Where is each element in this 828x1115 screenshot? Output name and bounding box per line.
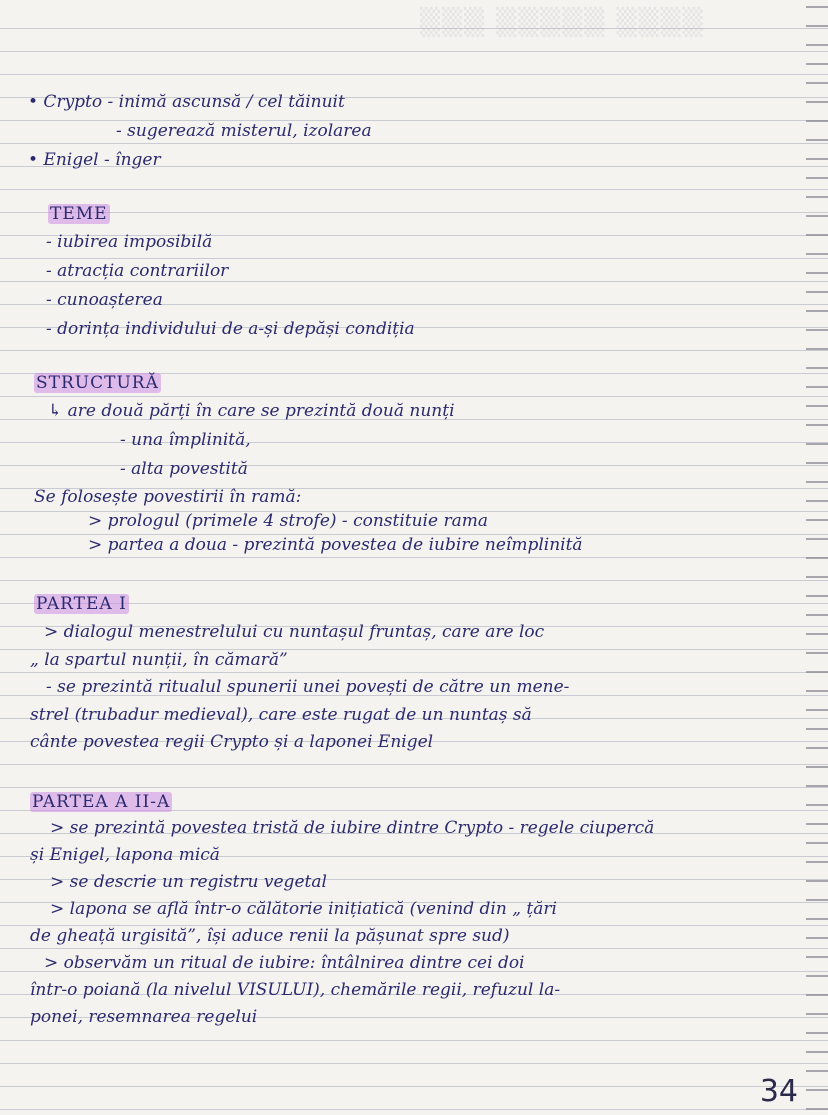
section-heading-partea-1: PARTEA I xyxy=(36,594,127,614)
note-line: „ la spartul nunții, în cămară” xyxy=(30,650,288,670)
note-line: într-o poiană (la nivelul VISULUI), chemările regii, refuzul la- xyxy=(30,980,561,1000)
note-line: - dorința individului de a-și depăși condiția xyxy=(46,319,415,339)
spiral-binding xyxy=(806,0,828,1115)
note-line: - una împlinită, xyxy=(120,430,251,450)
note-line: > prologul (primele 4 strofe) - constituie rama xyxy=(88,511,488,531)
note-line: • Enigel - înger xyxy=(28,150,161,170)
note-line: cânte povestea regii Crypto și a laponei Enigel xyxy=(30,732,434,752)
note-line: de gheață urgisită”, își aduce renii la pășunat spre sud) xyxy=(30,926,510,946)
note-line: strel (trubadur medieval), care este rugat de un nuntaș să xyxy=(30,705,532,725)
note-line: > se descrie un registru vegetal xyxy=(50,872,327,892)
section-heading-partea-2: PARTEA A II-A xyxy=(32,792,171,812)
bleed-through-text: ▒▒▒ ▒▒▒▒▒ ▒▒▒▒ xyxy=(420,8,705,38)
note-line: - alta povestită xyxy=(120,459,248,479)
note-line: - se prezintă ritualul spunerii unei povești de către un mene- xyxy=(46,677,570,697)
section-heading-teme: TEME xyxy=(50,204,108,224)
note-line: ↳ are două părți în care se prezintă două nunți xyxy=(48,401,455,421)
note-line: > lapona se află într-o călătorie inițiatică (venind din „ țări xyxy=(50,899,557,919)
note-line: > partea a doua - prezintă povestea de iubire neîmplinită xyxy=(88,535,583,555)
note-line: - atracția contrariilor xyxy=(46,261,229,281)
note-line: > observăm un ritual de iubire: întâlnirea dintre cei doi xyxy=(44,953,525,973)
note-line: - sugerează misterul, izolarea xyxy=(116,121,372,141)
note-line: - iubirea imposibilă xyxy=(46,232,213,252)
note-line: • Crypto - inimă ascunsă / cel tăinuit xyxy=(28,92,345,112)
note-line: și Enigel, lapona mică xyxy=(30,845,220,865)
section-heading-structura: STRUCTURĂ xyxy=(36,373,159,393)
note-line: > se prezintă povestea tristă de iubire dintre Crypto - regele ciupercă xyxy=(50,818,655,838)
note-line: > dialogul menestrelului cu nuntașul fruntaș, care are loc xyxy=(44,622,545,642)
note-line: ponei, resemnarea regelui xyxy=(30,1007,258,1027)
note-line: Se folosește povestirii în ramă: xyxy=(34,487,302,507)
note-line: - cunoașterea xyxy=(46,290,163,310)
page-number: 34 xyxy=(759,1074,798,1109)
